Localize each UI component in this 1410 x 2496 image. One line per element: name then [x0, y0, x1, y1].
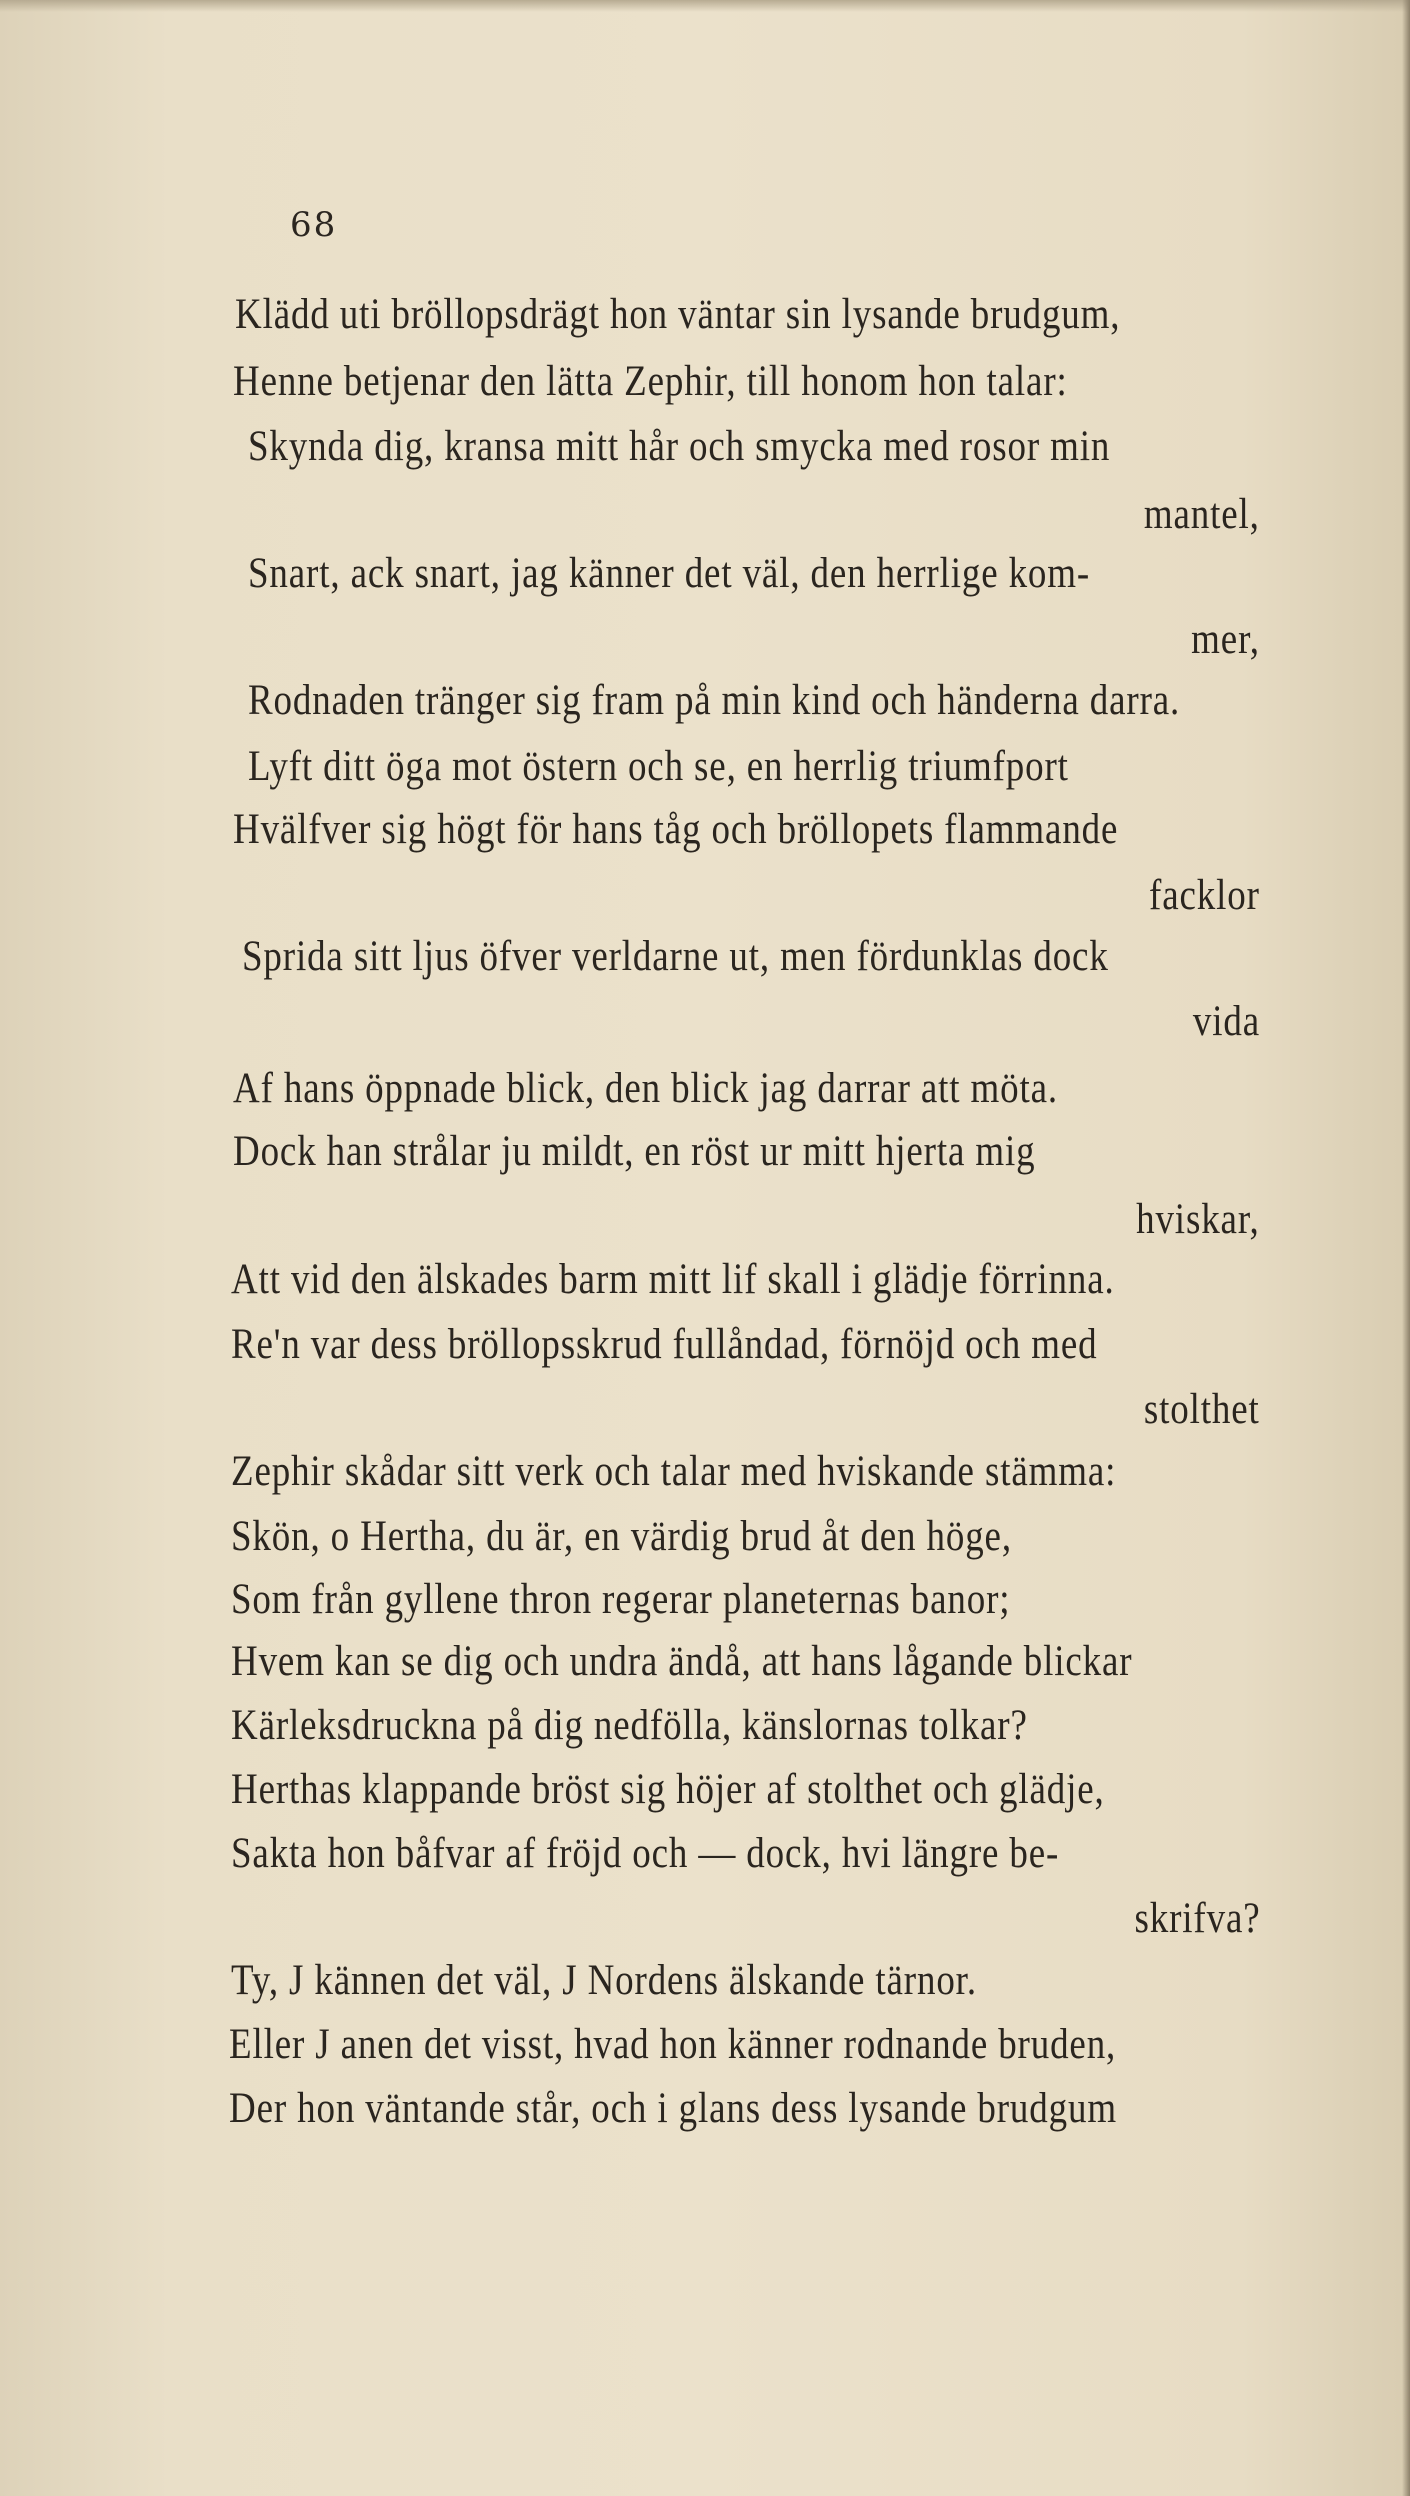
poem-line: Hvälfver sig högt för hans tåg och bröllopets flammande: [233, 806, 1119, 853]
poem-line: Der hon väntande står, och i glans dess lysande brudgum: [229, 2085, 1117, 2132]
poem-line: Hvem kan se dig och undra ändå, att hans lågande blickar: [231, 1638, 1133, 1685]
page-number: 68: [290, 205, 338, 245]
poem-line-continuation: vida: [1192, 998, 1260, 1045]
poem-line-continuation: mantel,: [1144, 491, 1260, 538]
poem-line-continuation: mer,: [1191, 616, 1260, 663]
poem-line: Ty, J kännen det väl, J Nordens älskande tärnor.: [231, 1957, 977, 2004]
poem-line: Dock han strålar ju mildt, en röst ur mitt hjerta mig: [233, 1128, 1036, 1175]
poem-line: Att vid den älskades barm mitt lif skall i glädje förrinna.: [231, 1256, 1115, 1303]
poem-line: Skynda dig, kransa mitt hår och smycka med rosor min: [248, 423, 1111, 470]
poem-line-continuation: facklor: [1149, 872, 1260, 919]
poem-line: Skön, o Hertha, du är, en värdig brud åt den höge,: [231, 1513, 1012, 1560]
poem-line: Snart, ack snart, jag känner det väl, den herrlige kom-: [248, 550, 1091, 597]
poem-line-continuation: skrifva?: [1134, 1895, 1260, 1942]
poem-line: Sakta hon båfvar af fröjd och — dock, hvi längre be-: [231, 1830, 1060, 1877]
poem-line: Eller J anen det visst, hvad hon känner rodnande bruden,: [229, 2021, 1117, 2068]
poem-line: Henne betjenar den lätta Zephir, till honom hon talar:: [233, 358, 1068, 405]
poem-line-continuation: stolthet: [1144, 1386, 1260, 1433]
poem-line: Herthas klappande bröst sig höjer af stolthet och glädje,: [231, 1766, 1105, 1813]
poem-line: Som från gyllene thron regerar planeternas banor;: [231, 1576, 1011, 1623]
poem-line: Klädd uti bröllopsdrägt hon väntar sin lysande brudgum,: [235, 291, 1121, 338]
poem-line: Zephir skådar sitt verk och talar med hviskande stämma:: [231, 1448, 1117, 1495]
poem-line: Sprida sitt ljus öfver verldarne ut, men fördunklas dock: [242, 933, 1109, 980]
poem-line: Re'n var dess bröllopsskrud fullåndad, förnöjd och med: [231, 1321, 1098, 1368]
poem-line: Kärleksdruckna på dig nedfölla, känslornas tolkar?: [231, 1702, 1028, 1749]
poem-line-continuation: hviskar,: [1136, 1196, 1260, 1243]
poem-line: Lyft ditt öga mot östern och se, en herrlig triumfport: [248, 743, 1069, 790]
poem-line: Rodnaden tränger sig fram på min kind och händerna darra.: [248, 677, 1181, 724]
poem-line: Af hans öppnade blick, den blick jag darrar att möta.: [233, 1065, 1058, 1112]
